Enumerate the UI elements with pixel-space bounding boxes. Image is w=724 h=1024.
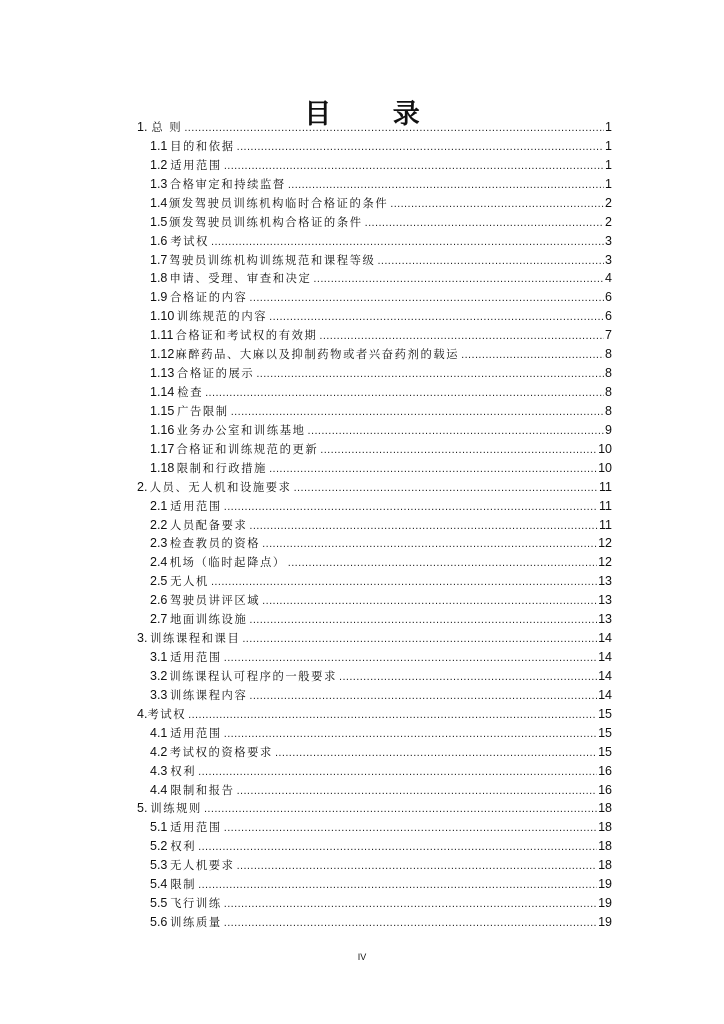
toc-entry-page: 2 <box>605 195 612 210</box>
toc-entry-title: 广告限制 <box>177 404 229 418</box>
toc-entry[interactable] <box>150 156 612 174</box>
toc-entry-title: 检查教员的资格 <box>169 537 261 551</box>
toc-entry[interactable] <box>150 724 612 742</box>
toc-entry[interactable] <box>150 251 612 269</box>
toc-entry[interactable] <box>150 591 612 609</box>
toc-entry-title: 训练质量 <box>170 916 222 930</box>
toc-entry-title: 限制和报告 <box>170 783 235 797</box>
toc-entry-page: 10 <box>598 441 612 456</box>
toc-entry[interactable] <box>150 762 612 780</box>
toc-entry-page: 3 <box>605 252 612 267</box>
toc-entry[interactable] <box>150 497 612 515</box>
toc-entry[interactable] <box>150 572 612 590</box>
toc-entry[interactable] <box>150 307 612 325</box>
toc-entry-page: 10 <box>598 460 612 475</box>
toc-leader-dots <box>205 384 604 402</box>
toc-entry-page: 13 <box>598 612 612 627</box>
toc-entry[interactable] <box>137 705 612 723</box>
toc-entry[interactable] <box>150 402 612 420</box>
toc-entry-number: 5.3 <box>150 858 168 873</box>
page-title: 目 录 <box>304 99 446 130</box>
toc-entry-title: 检查 <box>177 386 204 400</box>
toc-entry[interactable] <box>150 781 612 799</box>
toc-entry-title: 合格证和训练规范的更新 <box>176 442 319 456</box>
toc-entry[interactable] <box>150 686 612 704</box>
toc-entry-number: 1.14 <box>150 385 175 400</box>
toc-entry-number: 1.8 <box>150 271 168 286</box>
toc-leader-dots <box>269 308 604 326</box>
toc-entry-title: 考试权 <box>147 707 187 721</box>
toc-leader-dots <box>339 668 597 686</box>
toc-entry-page: 19 <box>598 877 612 892</box>
toc-entry[interactable] <box>150 421 612 439</box>
toc-entry-page: 8 <box>605 403 612 418</box>
toc-leader-dots <box>275 744 597 762</box>
toc-entry-number: 4.2 <box>150 744 168 759</box>
toc-entry-number: 1.5 <box>150 214 168 229</box>
toc-entry-title: 颁发驾驶员训练机构合格证的条件 <box>169 215 363 229</box>
toc-leader-dots <box>184 119 604 137</box>
toc-entry-page: 11 <box>599 517 612 532</box>
toc-entry-number: 2. <box>137 479 148 494</box>
toc-entry-number: 1.7 <box>150 252 168 267</box>
toc-entry-number: 4. <box>137 706 148 721</box>
toc-leader-dots <box>224 498 598 516</box>
toc-leader-dots <box>256 365 604 383</box>
toc-leader-dots <box>211 233 604 251</box>
toc-entry-title: 目的和依据 <box>170 139 235 153</box>
toc-leader-dots <box>320 441 597 459</box>
toc-entry-number: 1.11 <box>150 328 174 343</box>
toc-entry-title: 机场（临时起降点） <box>169 556 286 570</box>
toc-entry-title: 限制 <box>170 878 197 892</box>
toc-entry[interactable] <box>150 610 612 628</box>
toc-entry[interactable] <box>150 894 612 912</box>
toc-entry-title: 驾驶员讲评区域 <box>169 594 261 608</box>
toc-entry-title: 权利 <box>170 840 197 854</box>
toc-leader-dots <box>262 535 597 553</box>
toc-entry-page: 7 <box>605 328 612 343</box>
toc-entry-title: 权利 <box>170 764 197 778</box>
toc-leader-dots <box>288 176 604 194</box>
toc-leader-dots <box>377 252 604 270</box>
toc-entry-number: 2.5 <box>150 574 168 589</box>
toc-entry-title: 合格证的内容 <box>170 291 248 305</box>
toc-entry[interactable] <box>150 326 612 344</box>
toc-entry-title: 申请、受理、审查和决定 <box>169 272 312 286</box>
toc-entry-number: 1.2 <box>150 157 168 172</box>
toc-leader-dots <box>308 422 605 440</box>
toc-entry-number: 5.5 <box>150 896 168 911</box>
toc-leader-dots <box>198 876 597 894</box>
toc-entry-title: 人员、无人机和设施要求 <box>149 480 292 494</box>
toc-entry-number: 3.1 <box>150 650 168 665</box>
toc-entry-number: 1.4 <box>150 195 168 210</box>
toc-entry[interactable] <box>150 288 612 306</box>
toc-entry-page: 15 <box>598 706 612 721</box>
toc-entry[interactable] <box>150 175 612 193</box>
toc-entry[interactable] <box>137 118 612 136</box>
toc-entry[interactable] <box>150 194 612 212</box>
toc-leader-dots <box>269 460 597 478</box>
toc-entry[interactable] <box>150 232 612 250</box>
toc-entry[interactable] <box>150 913 612 931</box>
toc-entry-title: 驾驶员训练机构训练规范和课程等级 <box>169 253 376 267</box>
toc-entry-title: 麻醉药品、大麻以及抑制药物或者兴奋药剂的载运 <box>175 348 460 362</box>
toc-entry-page: 8 <box>605 366 612 381</box>
toc-entry[interactable] <box>150 459 612 477</box>
toc-entry-number: 3.2 <box>150 668 168 683</box>
toc-entry[interactable] <box>137 799 612 817</box>
toc-entry-page: 15 <box>598 725 612 740</box>
toc-entry[interactable] <box>150 213 612 231</box>
toc-leader-dots <box>294 479 598 497</box>
toc-entry-number: 1.13 <box>150 366 175 381</box>
toc-entry-number: 1.16 <box>150 422 175 437</box>
toc-entry-page: 8 <box>605 347 612 362</box>
toc-leader-dots <box>211 573 597 591</box>
toc-entry[interactable] <box>137 629 612 647</box>
toc-entry[interactable] <box>150 534 612 552</box>
toc-leader-dots <box>242 630 597 648</box>
toc-entry-page: 13 <box>598 574 612 589</box>
toc-entry-title: 训练规则 <box>150 802 202 816</box>
toc-leader-dots <box>237 138 604 156</box>
toc-entry-page: 8 <box>605 385 612 400</box>
toc-entry-title: 适用范围 <box>170 651 222 665</box>
toc-leader-dots <box>224 914 597 932</box>
toc-entry-page: 12 <box>598 555 612 570</box>
toc-entry-title: 考试权 <box>170 234 210 248</box>
toc-entry-page: 18 <box>598 858 612 873</box>
toc-entry[interactable] <box>150 345 612 363</box>
toc-entry-page: 1 <box>605 138 612 153</box>
toc-leader-dots <box>188 706 597 724</box>
toc-entry[interactable] <box>150 516 612 534</box>
toc-leader-dots <box>198 838 597 856</box>
toc-entry-title: 训练规范的内容 <box>176 310 268 324</box>
toc-entry-number: 1. <box>137 120 148 134</box>
toc-entry-title: 训练课程内容 <box>169 688 248 702</box>
toc-leader-dots <box>224 819 597 837</box>
toc-entry-page: 14 <box>598 687 612 702</box>
toc-entry[interactable] <box>150 743 612 761</box>
toc-leader-dots <box>390 195 604 213</box>
toc-entry-number: 2.6 <box>150 593 168 608</box>
toc-entry-page: 1 <box>605 120 612 134</box>
page-number: IV <box>357 952 367 962</box>
toc-entry-page: 11 <box>599 479 612 494</box>
toc-entry-title: 训练课程认可程序的一般要求 <box>169 669 337 683</box>
toc-entry[interactable] <box>150 818 612 836</box>
toc-entry-title: 限制和行政措施 <box>176 461 268 475</box>
toc-entry-page: 3 <box>605 233 612 248</box>
toc-entry-page: 19 <box>598 915 612 930</box>
toc-entry-number: 1.15 <box>150 403 175 418</box>
toc-entry-page: 16 <box>598 782 612 797</box>
toc-entry-number: 3.3 <box>150 687 168 702</box>
toc-entry-page: 11 <box>599 498 612 513</box>
toc-entry-number: 2.3 <box>150 536 168 551</box>
toc-entry-title: 适用范围 <box>170 499 222 513</box>
toc-entry[interactable] <box>150 269 612 287</box>
toc-entry-page: 18 <box>598 839 612 854</box>
toc-entry-page: 14 <box>598 631 612 646</box>
toc-entry-title: 飞行训练 <box>170 897 222 911</box>
toc-leader-dots <box>224 649 597 667</box>
toc-leader-dots <box>224 725 597 743</box>
toc-entry-number: 1.12 <box>150 347 175 362</box>
toc-leader-dots <box>249 687 597 705</box>
toc-leader-dots <box>313 270 604 288</box>
toc-entry-number: 5.2 <box>150 839 168 854</box>
toc-entry-number: 5.1 <box>150 820 168 835</box>
toc-entry-number: 4.1 <box>150 725 168 740</box>
toc-entry-page: 12 <box>598 536 612 551</box>
toc-leader-dots <box>249 289 604 307</box>
toc-leader-dots <box>365 214 604 232</box>
toc-entry-title: 业务办公室和训练基地 <box>176 423 306 437</box>
toc-entry-title: 颁发驾驶员训练机构临时合格证的条件 <box>168 196 389 210</box>
toc-entry-number: 5.6 <box>150 915 168 930</box>
toc-entry-number: 5.4 <box>150 877 168 892</box>
toc-leader-dots <box>461 346 604 364</box>
toc-entry-page: 19 <box>598 896 612 911</box>
toc-entry-title: 合格证和考试权的有效期 <box>175 329 318 343</box>
toc-leader-dots <box>224 895 597 913</box>
toc-entry-page: 9 <box>605 422 612 437</box>
toc-entry-page: 2 <box>605 214 612 229</box>
toc-leader-dots <box>224 157 604 175</box>
toc-entry-title: 训练课程和课目 <box>150 632 241 646</box>
toc-entry[interactable] <box>150 667 612 685</box>
toc-entry-page: 1 <box>605 157 612 172</box>
toc-entry-number: 5. <box>137 801 148 816</box>
toc-entry-page: 18 <box>598 820 612 835</box>
toc-entry-page: 6 <box>605 309 612 324</box>
toc-entry[interactable] <box>150 837 612 855</box>
toc-entry[interactable] <box>150 383 612 401</box>
toc-entry-title: 无人机要求 <box>170 859 235 873</box>
toc-entry-number: 1.1 <box>150 138 168 153</box>
toc-entry-title: 无人机 <box>170 575 209 589</box>
toc-leader-dots <box>288 554 597 572</box>
toc-entry-title: 人员配备要求 <box>169 518 248 532</box>
toc-entry[interactable] <box>150 875 612 893</box>
toc-entry[interactable] <box>150 648 612 666</box>
toc-leader-dots <box>237 782 598 800</box>
toc-entry[interactable] <box>150 553 612 571</box>
toc-leader-dots <box>249 517 598 535</box>
toc-entry-title: 地面训练设施 <box>169 613 248 627</box>
toc-entry-number: 2.1 <box>150 498 168 513</box>
toc-leader-dots <box>237 857 598 875</box>
toc-leader-dots <box>231 403 604 421</box>
toc-leader-dots <box>249 611 597 629</box>
toc-entry[interactable] <box>150 856 612 874</box>
toc-entry-title: 考试权的资格要求 <box>169 745 273 759</box>
toc-leader-dots <box>319 327 604 345</box>
toc-entry-number: 1.6 <box>150 233 168 248</box>
toc-entry-title: 适用范围 <box>170 726 222 740</box>
toc-entry-page: 16 <box>598 763 612 778</box>
toc-entry[interactable] <box>150 137 612 155</box>
toc-entry-title: 总 则 <box>151 121 183 134</box>
toc-entry-page: 1 <box>605 176 612 191</box>
toc-entry-number: 1.9 <box>150 290 168 305</box>
toc-entry-page: 14 <box>598 668 612 683</box>
toc-entry[interactable] <box>137 478 612 496</box>
toc-entry-number: 2.7 <box>150 612 168 627</box>
toc-entry-title: 适用范围 <box>170 821 222 835</box>
toc-entry-number: 3. <box>137 631 148 646</box>
toc-entry-number: 1.18 <box>150 460 175 475</box>
toc-entry-number: 1.3 <box>150 176 168 191</box>
toc-leader-dots <box>198 763 597 781</box>
toc-leader-dots <box>262 592 597 610</box>
toc-entry-number: 1.17 <box>150 441 175 456</box>
toc-entry-number: 1.10 <box>150 309 175 324</box>
toc-entry[interactable] <box>150 364 612 382</box>
toc-entry-page: 4 <box>605 271 612 286</box>
toc-leader-dots <box>204 800 597 818</box>
toc-entry-page: 18 <box>598 801 612 816</box>
toc-entry-number: 4.3 <box>150 763 168 778</box>
toc-entry-number: 4.4 <box>150 782 168 797</box>
toc-entry-number: 2.4 <box>150 555 168 570</box>
toc-entry-page: 13 <box>598 593 612 608</box>
toc-entry-title: 合格审定和持续监督 <box>169 177 286 191</box>
toc-entry-number: 2.2 <box>150 517 168 532</box>
toc-entry-page: 14 <box>598 650 612 665</box>
toc-entry-title: 合格证的展示 <box>176 367 255 381</box>
toc-entry-page: 6 <box>605 290 612 305</box>
toc-entry-title: 适用范围 <box>170 158 222 172</box>
toc-entry[interactable] <box>150 440 612 458</box>
toc-entry-page: 15 <box>598 744 612 759</box>
